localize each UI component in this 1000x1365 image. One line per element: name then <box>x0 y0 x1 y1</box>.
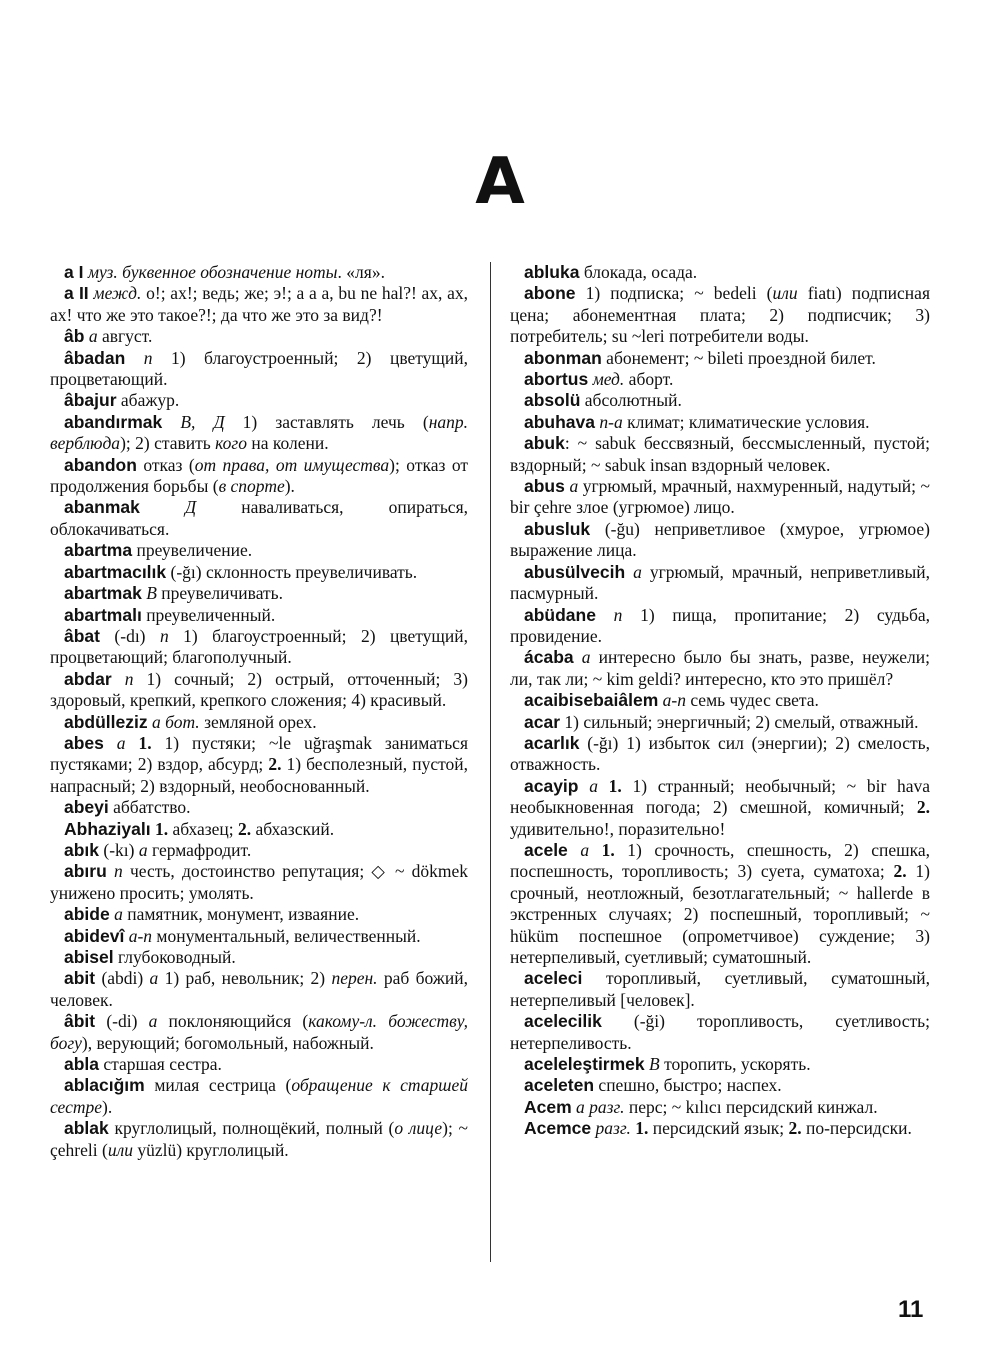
right-column <box>510 262 930 1140</box>
headword: abartmalı <box>64 604 142 625</box>
dictionary-entry <box>50 562 468 583</box>
dictionary-entry <box>510 369 930 390</box>
headword: abartma <box>64 540 133 561</box>
definition-text: : ~ sabuk бессвязный, бессмысленный, пустой; вздорный; ~ sabuk insan вздорный человек. <box>510 433 930 475</box>
dictionary-entry <box>510 390 930 411</box>
definition-text: ). <box>102 1096 113 1117</box>
dictionary-entry <box>510 776 930 840</box>
definition-text <box>568 840 581 860</box>
dictionary-entry <box>50 348 468 391</box>
definition-text: 2. <box>268 754 282 775</box>
definition-text: преувеличенный. <box>141 604 276 625</box>
headword: abuhava <box>524 411 595 432</box>
definition-text <box>104 733 117 753</box>
grammar-label: о лице <box>394 1118 443 1139</box>
grammar-label: a <box>148 1011 158 1032</box>
definition-text: 2. <box>238 818 252 839</box>
grammar-label: n <box>159 625 169 646</box>
grammar-label: a <box>116 732 126 753</box>
headword: abanmak <box>64 497 140 518</box>
definition-text: 1) сочный; 2) острый, отточенный; 3) здоровый, крепкий, крепкого сложения; 4) красивый. <box>50 668 468 711</box>
definition-text <box>578 776 589 796</box>
headword: abidevî <box>64 925 125 946</box>
definition-text: (abdi) <box>95 968 150 989</box>
definition-text: yüzlü) круглолицый. <box>132 1139 289 1160</box>
grammar-label: a <box>581 647 591 668</box>
grammar-label: a разг. <box>576 1096 625 1117</box>
dictionary-entry <box>50 283 468 326</box>
dictionary-entry <box>510 412 930 433</box>
definition-text: 1) бесполезный, пустой, напрасный; 2) вздорный, необоснованный. <box>50 754 468 796</box>
definition-text: 1. <box>154 818 169 839</box>
dictionary-entry <box>50 1075 468 1118</box>
definition-text: торопить, ускорять. <box>659 1054 811 1075</box>
headword: abusülvecih <box>524 561 626 582</box>
headword: abit <box>64 968 96 989</box>
dictionary-entry <box>510 1011 930 1054</box>
definition-text <box>574 647 582 667</box>
grammar-label: В <box>146 583 157 604</box>
headword: abdülleziz <box>64 711 148 732</box>
headword: ablak <box>64 1118 109 1139</box>
definition-text: 1) благоустроенный; 2) цветущий, процветающий. <box>50 347 468 390</box>
headword: acelecilik <box>524 1011 602 1032</box>
dictionary-entry <box>510 690 930 711</box>
headword: ácaba <box>524 647 574 668</box>
dictionary-entry <box>50 712 468 733</box>
grammar-label: a <box>580 839 590 860</box>
definition-text: 1) пища, пропитание; 2) судьба, провидение. <box>510 604 931 646</box>
dictionary-entry <box>50 819 468 840</box>
dictionary-entry <box>50 583 468 604</box>
definition-text: . «ля». <box>337 262 385 282</box>
grammar-label: мед. <box>592 369 625 390</box>
dictionary-entry <box>50 390 468 411</box>
definition-text: ); 2) ставить <box>120 433 216 454</box>
definition-text: 1) срочный, неотложный, безотлагательный; ~ hallerde в экстренных случаях; 2) поспешный, торопливый; ~ hüküm поспешное (опрометчивое) суждение; 3) нетерпеливый, суетливый; суматошный. <box>510 861 931 967</box>
definition-text: 1. <box>635 1118 649 1139</box>
definition-text: абхазец; <box>168 818 239 839</box>
definition-text: fiatı) подписная цена; абонементная плата; 2) подписчик; 3) потребитель; su ~leri потребители воды. <box>510 283 930 347</box>
definition-text: (-ğu) неприветливое (хмурое, угрюмое) выражение лица. <box>510 518 930 561</box>
headword: abus <box>524 476 565 497</box>
headword: abeyi <box>64 797 109 818</box>
definition-text: аборт. <box>624 369 674 390</box>
headword: a II <box>64 283 89 304</box>
dictionary-entry <box>510 1054 930 1075</box>
grammar-label: в спорте <box>218 476 285 497</box>
grammar-label: обращение к старшей сестре <box>50 1075 468 1117</box>
dictionary-entry <box>50 861 468 904</box>
definition-text: абажур. <box>116 390 180 411</box>
dictionary-entry <box>50 262 468 283</box>
definition-text: преувеличение. <box>132 540 253 561</box>
headword: Acem <box>524 1096 572 1117</box>
headword: ablacığım <box>64 1075 145 1096</box>
definition-text <box>625 562 633 582</box>
dictionary-entry <box>510 647 930 690</box>
grammar-label: n <box>613 604 623 625</box>
definition-text: август. <box>97 326 153 347</box>
definition-text: 1) заставлять лечь ( <box>224 411 429 432</box>
dictionary-entry <box>510 712 930 733</box>
dictionary-entry <box>50 455 468 498</box>
dictionary-entry <box>510 519 930 562</box>
headword: acayip <box>524 775 579 796</box>
headword: abonman <box>524 347 602 368</box>
grammar-label: В <box>649 1054 660 1075</box>
dictionary-entry <box>510 562 930 605</box>
definition-text: угрюмый, мрачный, нахмуренный, надутый; ~ bir çehre злое (угрюмое) лицо. <box>510 476 931 518</box>
headword: abortus <box>524 369 589 390</box>
definition-text: на колени. <box>246 433 329 454</box>
headword: abartmacılık <box>64 561 167 582</box>
headword: abuk <box>524 433 565 454</box>
definition-text: блокада, осада. <box>579 262 698 282</box>
grammar-label: a <box>569 476 579 497</box>
definition-text: абонемент; ~ bileti проездной билет. <box>601 347 876 368</box>
definition-text <box>596 605 614 625</box>
column-divider <box>490 262 491 1262</box>
headword: abide <box>64 904 110 925</box>
grammar-label: a <box>114 904 123 925</box>
definition-text: 1. <box>138 732 152 753</box>
headword: âbadan <box>64 347 126 368</box>
headword: aceleci <box>524 968 583 989</box>
definition-text: абхазский. <box>251 818 335 839</box>
grammar-label: a <box>88 326 98 347</box>
definition-text: 1) подписка; ~ bedeli ( <box>575 283 773 304</box>
section-letter: A <box>475 145 525 219</box>
dictionary-entry <box>50 1118 468 1161</box>
definition-text: (-ği) торопливость, суетливость; нетерпеливость. <box>510 1011 930 1053</box>
definition-text: милая сестрица ( <box>144 1075 292 1096</box>
dictionary-entry <box>510 348 930 369</box>
headword: abla <box>64 1054 100 1075</box>
definition-text: по-персидски. <box>801 1118 912 1139</box>
definition-text: круглолицый, полнощёкий, полный ( <box>108 1118 395 1139</box>
definition-text: памятник, монумент, изваяние. <box>122 904 360 925</box>
definition-text: честь, достоинство репутация; ◇ ~ dökmek унижено просить; умолять. <box>50 861 469 903</box>
dictionary-entry <box>50 1011 468 1054</box>
definition-text <box>126 733 139 753</box>
headword: abandon <box>64 454 137 475</box>
definition-text <box>589 840 602 860</box>
dictionary-entry <box>510 262 930 283</box>
dictionary-entry <box>510 968 930 1011</box>
headword: âbajur <box>64 390 117 411</box>
dictionary-entry <box>510 605 930 648</box>
headword: âbat <box>64 625 100 646</box>
definition-text: 1) сильный; энергичный; 2) смелый, отважный. <box>560 711 919 732</box>
grammar-label: от права, от имущества <box>194 454 390 475</box>
headword: a I <box>64 262 84 282</box>
definition-text: ), верующий; богомольный, набожный. <box>81 1032 374 1053</box>
definition-text: 2. <box>893 861 907 882</box>
grammar-label: Д <box>184 497 197 518</box>
headword: abisel <box>64 947 114 967</box>
grammar-label: n <box>143 347 153 368</box>
definition-text <box>598 776 609 796</box>
headword: abandırmak <box>64 411 163 432</box>
grammar-label: кого <box>215 433 247 454</box>
dictionary-entry <box>50 926 468 947</box>
grammar-label: муз. буквенное обозначение ноты <box>87 262 338 282</box>
grammar-label: n-a <box>599 411 623 432</box>
grammar-label: a <box>633 561 642 582</box>
grammar-label: перен. <box>331 968 378 989</box>
dictionary-entry <box>510 476 930 519</box>
grammar-label: n <box>114 861 123 882</box>
headword: Acemce <box>524 1118 592 1139</box>
definition-text: (-ğı) склонность преувеличивать. <box>166 561 418 582</box>
dictionary-entry <box>50 1054 468 1075</box>
dictionary-entry <box>50 605 468 626</box>
headword: aceleten <box>524 1075 595 1096</box>
definition-text: 1) срочность, спешность, 2) спешка, поспешность, торопливость; 3) суета, суматоха; <box>510 839 931 882</box>
definition-text: 1) пустяки; ~le uğraşmak заниматься пустяками; 2) вздор, абсурд; <box>50 732 468 775</box>
headword: abıru <box>64 861 107 882</box>
definition-text: монументальный, величественный. <box>152 925 421 946</box>
headword: âb <box>64 326 85 347</box>
dictionary-entry <box>510 1075 930 1096</box>
grammar-label: a-n <box>128 925 153 946</box>
definition-text <box>107 861 114 881</box>
grammar-label: n <box>124 668 134 689</box>
definition-text: 2. <box>788 1118 802 1139</box>
definition-text: абсолютный. <box>580 390 682 411</box>
dictionary-entry <box>50 669 468 712</box>
dictionary-entry <box>510 1118 930 1139</box>
headword: abdar <box>64 668 112 689</box>
grammar-label: a бот. <box>152 711 200 732</box>
definition-text: спешно, быстро; наспех. <box>594 1075 782 1096</box>
definition-text: (-ğı) 1) избыток сил (энергии); 2) смелость, отважность. <box>510 732 930 775</box>
grammar-label: межд. <box>93 283 142 304</box>
page-number: 11 <box>898 1296 924 1323</box>
definition-text: наваливаться, опираться, облокачиваться. <box>50 497 469 539</box>
dictionary-entry <box>50 412 468 455</box>
headword: abüdane <box>524 604 596 625</box>
definition-text: 2. <box>916 797 930 818</box>
headword: aceleleştirmek <box>524 1054 645 1075</box>
headword: abes <box>64 732 104 753</box>
dictionary-entry <box>50 947 468 968</box>
definition-text: ). <box>284 476 295 497</box>
grammar-label: a <box>149 968 159 989</box>
grammar-label: или <box>772 283 798 304</box>
headword: abık <box>64 839 100 860</box>
grammar-label: a <box>589 775 598 796</box>
definition-text: поклоняющийся ( <box>157 1011 309 1032</box>
definition-text: 1) благоустроенный; 2) цветущий, процветающий; благополучный. <box>50 625 468 668</box>
definition-text: (-kı) <box>99 839 139 860</box>
dictionary-entry <box>50 797 468 818</box>
grammar-label: какому-л. божеству, богу <box>50 1011 468 1053</box>
definition-text: о!; ах!; ведь; же; э!; а а а, bu ne hal?! ах, ах, ах! что же это такое?!; да что же это за вид?! <box>50 283 469 325</box>
definition-text: раб божий, человек. <box>50 968 468 1010</box>
headword: abartmak <box>64 583 142 604</box>
definition-text: 1) раб, невольник; 2) <box>158 968 332 989</box>
headword: acaibisebaiâlem <box>524 690 659 711</box>
definition-text: отказ ( <box>136 454 195 475</box>
definition-text <box>112 669 125 689</box>
headword: absolü <box>524 390 581 411</box>
definition-text: угрюмый, мрачный, неприветливый, пасмурный. <box>510 561 931 604</box>
headword: abluka <box>524 262 580 282</box>
grammar-label: или <box>107 1139 133 1160</box>
dictionary-entry <box>50 540 468 561</box>
grammar-label: напр. верблюда <box>50 411 468 454</box>
headword: âbit <box>64 1011 96 1032</box>
grammar-label: a <box>138 839 148 860</box>
dictionary-entry <box>510 283 930 347</box>
grammar-label: В, Д <box>180 411 225 432</box>
definition-text: персидский язык; <box>648 1118 789 1139</box>
definition-text: преувеличивать. <box>156 583 284 604</box>
dictionary-entry <box>50 968 468 1011</box>
dictionary-entry <box>50 840 468 861</box>
dictionary-entry <box>50 626 468 669</box>
headword: abusluk <box>524 518 591 539</box>
definition-text <box>125 348 143 368</box>
definition-text: интересно было бы знать, разве, неужели; ли, так ли; ~ kim geldi? интересно, кто это пришёл? <box>510 647 931 689</box>
left-column <box>50 262 468 1161</box>
definition-text: торопливый, суетливый, суматошный, нетерпеливый [человек]. <box>510 968 930 1010</box>
dictionary-entry <box>510 433 930 476</box>
dictionary-entry <box>50 904 468 925</box>
dictionary-entry <box>510 733 930 776</box>
definition-text: 1. <box>608 775 622 796</box>
definition-text: (-dı) <box>99 625 160 646</box>
definition-text: ); отказ от продолжения борьбы ( <box>50 454 468 497</box>
definition-text: гермафродит. <box>147 839 252 860</box>
headword: acele <box>524 839 568 860</box>
dictionary-entry <box>510 1097 930 1118</box>
headword: acarlık <box>524 732 580 753</box>
definition-text: 1. <box>601 839 615 860</box>
definition-text: аббатство. <box>108 797 191 818</box>
definition-text: семь чудес света. <box>685 690 819 711</box>
definition-text <box>140 497 185 517</box>
definition-text: (-di) <box>95 1011 149 1032</box>
dictionary-entry <box>50 733 468 797</box>
definition-text: перс; ~ kılıcı персидский кинжал. <box>624 1096 878 1117</box>
definition-text: климат; климатические условия. <box>622 411 870 432</box>
definition-text <box>162 412 180 432</box>
dictionary-entry <box>510 840 930 968</box>
definition-text: удивительно!, поразительно! <box>510 818 726 839</box>
definition-text: старшая сестра. <box>99 1054 222 1075</box>
headword: Abhaziyalı <box>64 818 151 839</box>
dictionary-entry <box>50 326 468 347</box>
definition-text: 1) странный; необычный; ~ bir hava необыкновенная погода; 2) смешной, комичный; <box>510 775 931 818</box>
definition-text: ); ~ çehreli ( <box>50 1118 468 1160</box>
dictionary-entry <box>50 497 468 540</box>
grammar-label: разг. <box>595 1118 631 1139</box>
definition-text: глубоководный. <box>113 947 236 967</box>
grammar-label: a-n <box>662 690 686 711</box>
definition-text: земляной орех. <box>199 711 317 732</box>
headword: acar <box>524 711 561 732</box>
headword: abone <box>524 283 576 304</box>
